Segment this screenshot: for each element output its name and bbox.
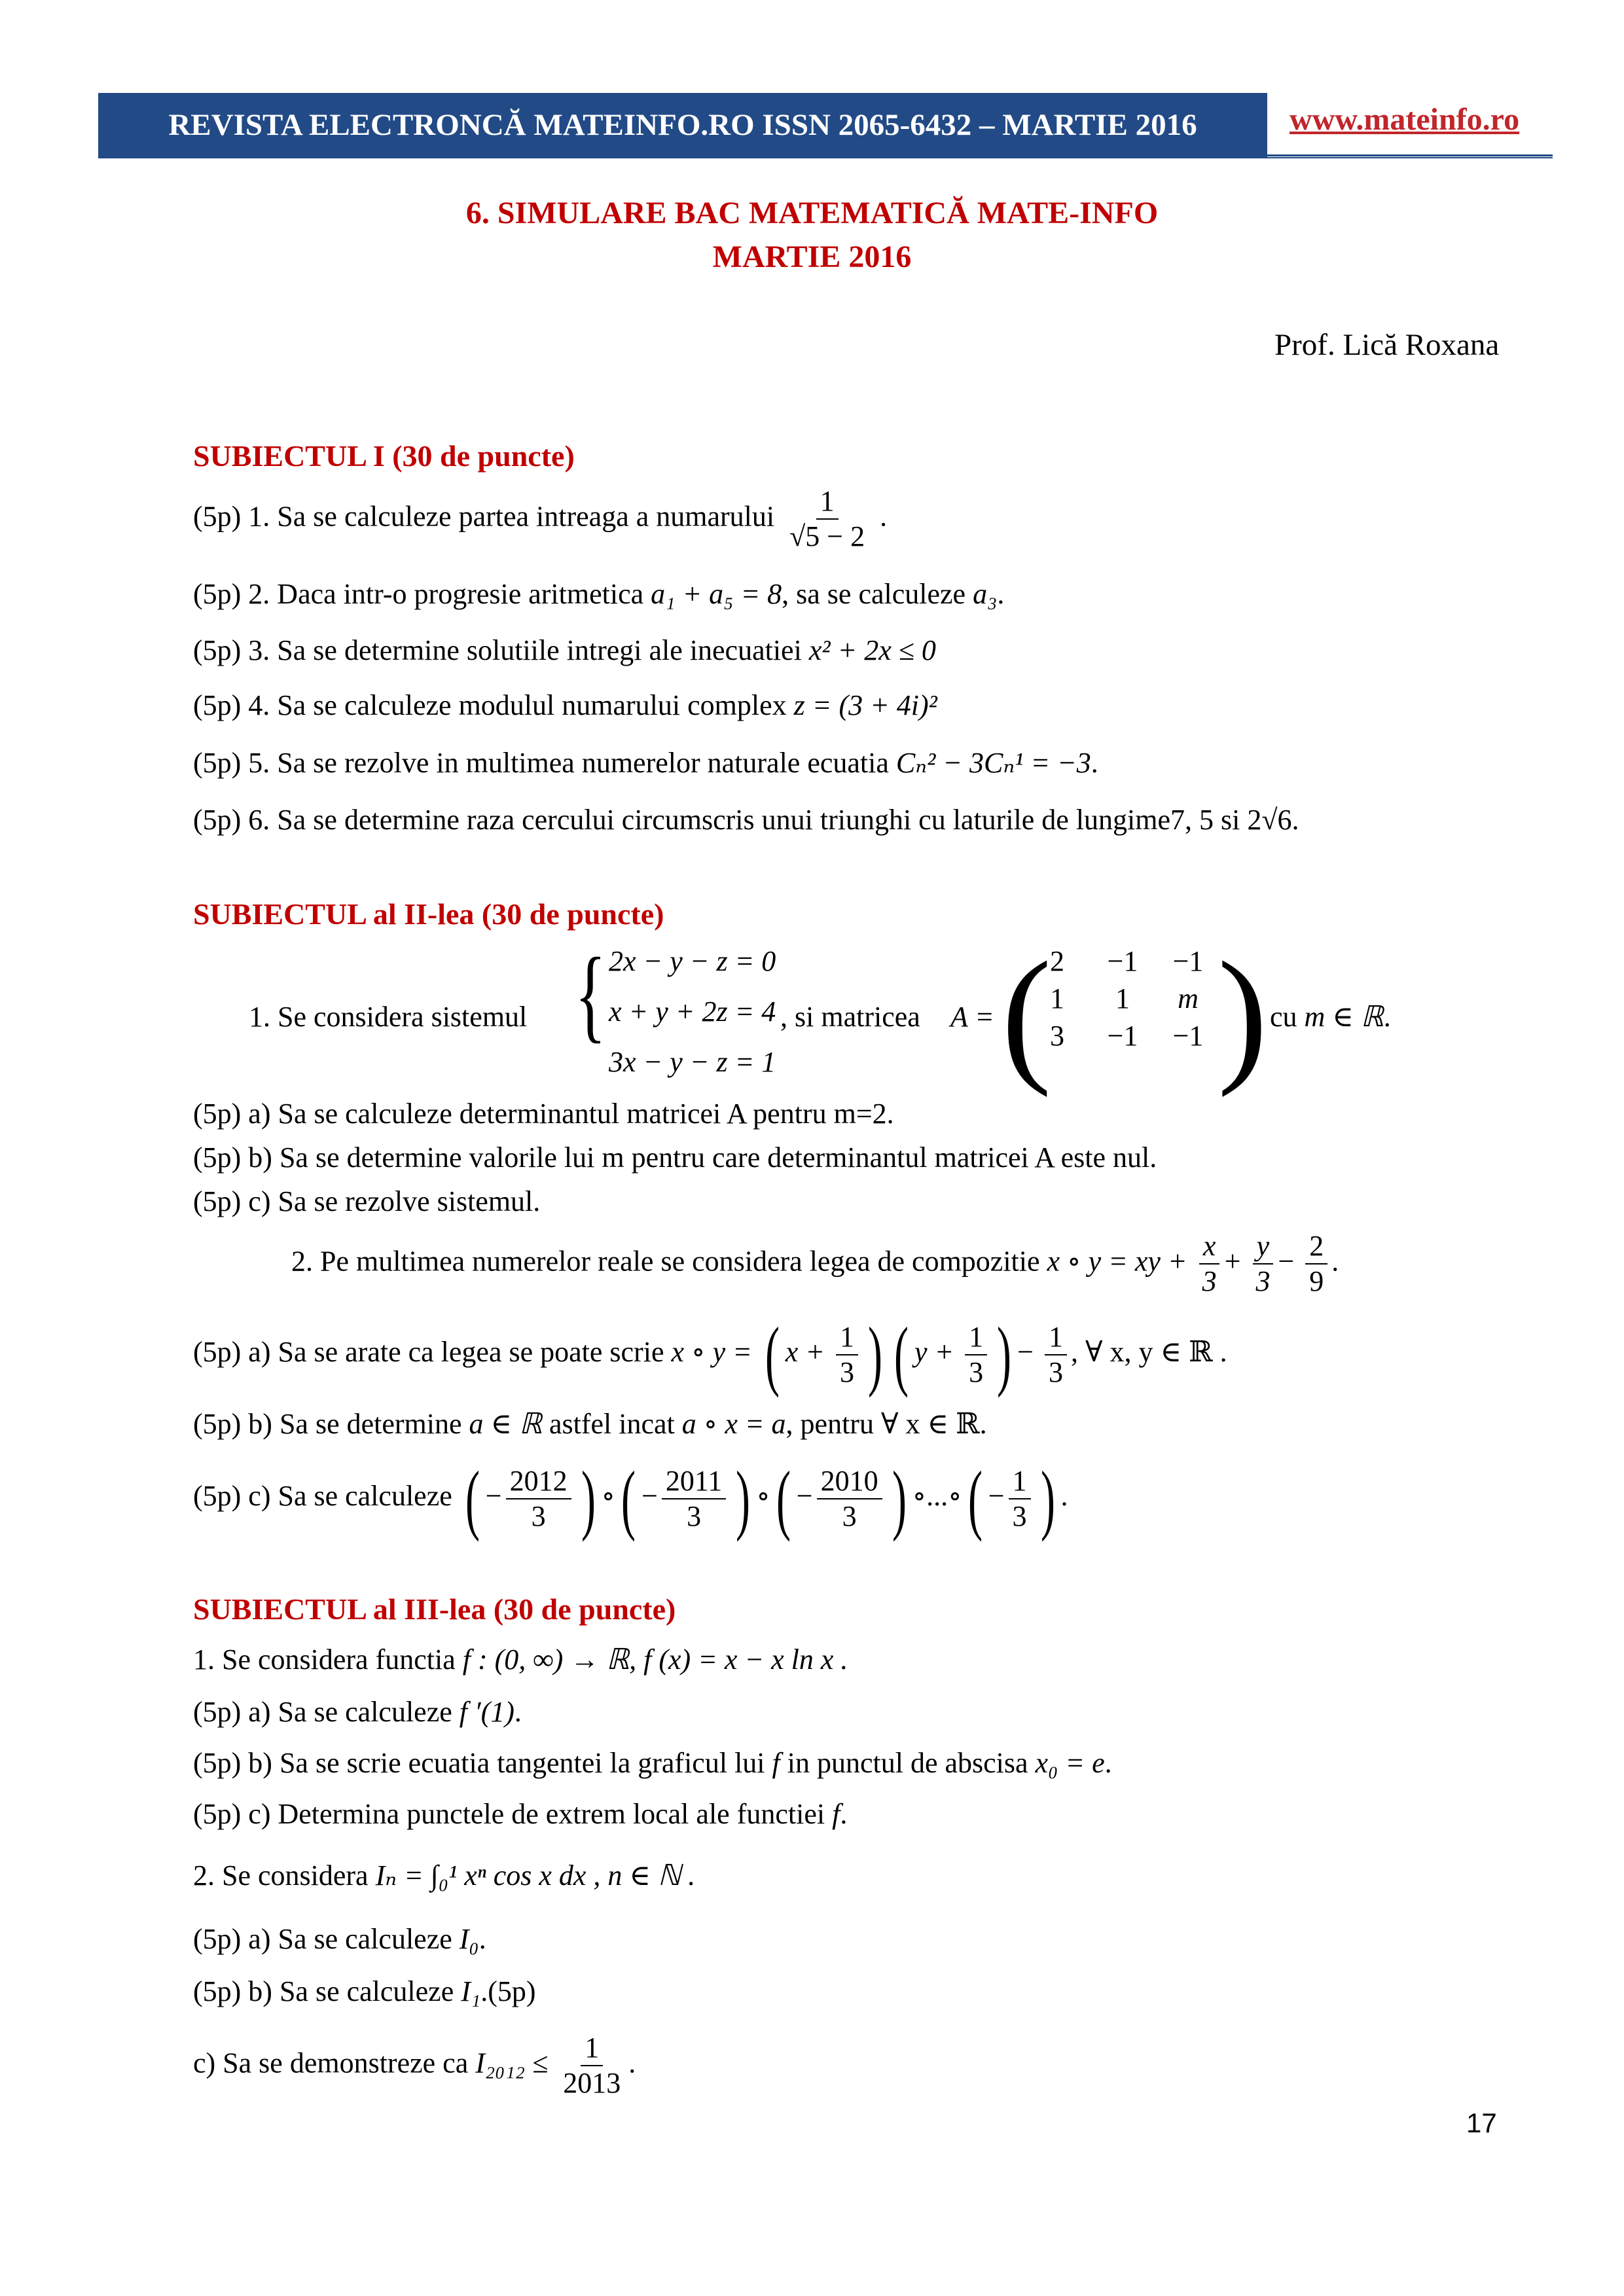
journal-url-link[interactable]: www.mateinfo.ro <box>1290 102 1520 137</box>
page-subtitle: MARTIE 2016 <box>712 240 912 274</box>
page-title: 6. SIMULARE BAC MATEMATICĂ MATE-INFO <box>465 196 1159 230</box>
header-divider <box>98 157 1553 158</box>
matrix-right-paren: ) <box>1218 931 1268 1098</box>
s2-item-b: (5p) b) Sa se determine valorile lui m pentru care determinantul matricei A este nul. <box>193 1141 1157 1174</box>
s1-item-5: (5p) 5. Sa se rezolve in multimea numerelor naturale ecuatia Cₙ² − 3Cₙ¹ = −3. <box>193 747 1098 779</box>
s3-item-b: (5p) b) Sa se scrie ecuatia tangentei la graficul lui f in punctul de abscisa x₀ = e. <box>193 1747 1112 1779</box>
subject-2-heading: SUBIECTUL al II-lea (30 de puncte) <box>193 897 664 931</box>
s3-item-c: (5p) c) Determina punctele de extrem local ale functiei f. <box>193 1798 848 1830</box>
s1-item-2: (5p) 2. Daca intr-o progresie aritmetica a₁ + a₅ = 8, sa se calculeze a₃. <box>193 578 1005 610</box>
s2-p2-item-a: (5p) a) Sa se arate ca legea se poate scrie x ∘ y = ( x + $\frac{1}{3}$ ) ( y + $\frac{1}{3}$ ) − $\frac{1}{3}$ , ∀ x, y ∈ ℝ . <box>193 1311 1227 1398</box>
s2-p2-intro: 2. Pe multimea numerelor reale se considera legea de compozitie x ∘ y = xy + $\frac{x}{3}$ + $\frac{y}{3}$ − $\frac{2}{9}$ . <box>291 1230 1339 1298</box>
s3-integral-item-c: c) Sa se demonstreze ca I₂₀₁₂ ≤ $\frac{1}{2013}$ . <box>193 2032 636 2100</box>
system-eq-1: 2x − y − z = 0 <box>609 945 776 977</box>
matrix-left-paren: ( <box>1001 931 1052 1098</box>
system-brace: { <box>575 936 606 1052</box>
s2-p1-intro: 1. Se considera sistemul <box>249 1001 528 1033</box>
s3-item-a: (5p) a) Sa se calculeze f ′(1). <box>193 1696 522 1728</box>
s3-integral-item-b: (5p) b) Sa se calculeze I₁.(5p) <box>193 1975 536 2007</box>
subject-3-heading: SUBIECTUL al III-lea (30 de puncte) <box>193 1592 676 1626</box>
s1-item-4: (5p) 4. Sa se calculeze modulul numarului complex z = (3 + 4i)² <box>193 689 937 721</box>
fraction-1-over-sqrt5-minus-2: $\frac{1}{√5 - 2}$ <box>789 485 865 553</box>
s2-p2-item-b: (5p) b) Sa se determine a ∈ ℝ astfel incat a ∘ x = a, pentru ∀ x ∈ ℝ. <box>193 1408 987 1440</box>
system-eq-2: x + y + 2z = 4 <box>609 996 776 1028</box>
matrix-label: A = <box>950 1001 994 1033</box>
si-matricea: , si matricea <box>780 1001 920 1033</box>
matrix-cu: cu m ∈ ℝ. <box>1270 1001 1391 1033</box>
page-number: 17 <box>1466 2108 1497 2138</box>
s3-integral-intro: 2. Se considera Iₙ = ∫₀¹ xⁿ cos x dx , n ∈ ℕ . <box>193 1859 696 1892</box>
s1-item-6: (5p) 6. Sa se determine raza cercului circumscris unui triunghi cu laturile de lungime7, 5 si 2√6. <box>193 804 1299 836</box>
s3-f-intro: 1. Se considera functia f : (0, ∞) → ℝ, f (x) = x − x ln x . <box>193 1643 848 1676</box>
s2-p2-item-c: (5p) c) Sa se calculeze ( − $\frac{2012}{3}$ ) ∘( − $\frac{2011}{3}$ ) ∘( − $\frac{2010}{3}$ ) ∘...∘( − $\frac{1}{3}$ ) . <box>193 1455 1068 1542</box>
header-divider-accent <box>1267 154 1553 156</box>
s2-item-a: (5p) a) Sa se calculeze determinantul matricei A pentru m=2. <box>193 1098 894 1130</box>
system-eq-3: 3x − y − z = 1 <box>609 1046 776 1078</box>
journal-title: REVISTA ELECTRONCĂ MATEINFO.RO ISSN 2065-6432 – MARTIE 2016 <box>168 108 1197 142</box>
s3-integral-item-a: (5p) a) Sa se calculeze I₀. <box>193 1923 486 1955</box>
s2-item-c: (5p) c) Sa se rezolve sistemul. <box>193 1185 541 1217</box>
s1-item-1: (5p) 1. Sa se calculeze partea intreaga a numarului $\frac{1}{√5 - 2}$ . <box>193 485 888 553</box>
matrix-A: 2 −1 −1 1 1 m 3 −1 −1 <box>1050 945 1204 1052</box>
s1-item-3: (5p) 3. Sa se determine solutiile intregi ale inecuatiei x² + 2x ≤ 0 <box>193 634 936 666</box>
subject-1-heading: SUBIECTUL I (30 de puncte) <box>193 439 575 473</box>
author: Prof. Lică Roxana <box>1274 328 1500 362</box>
